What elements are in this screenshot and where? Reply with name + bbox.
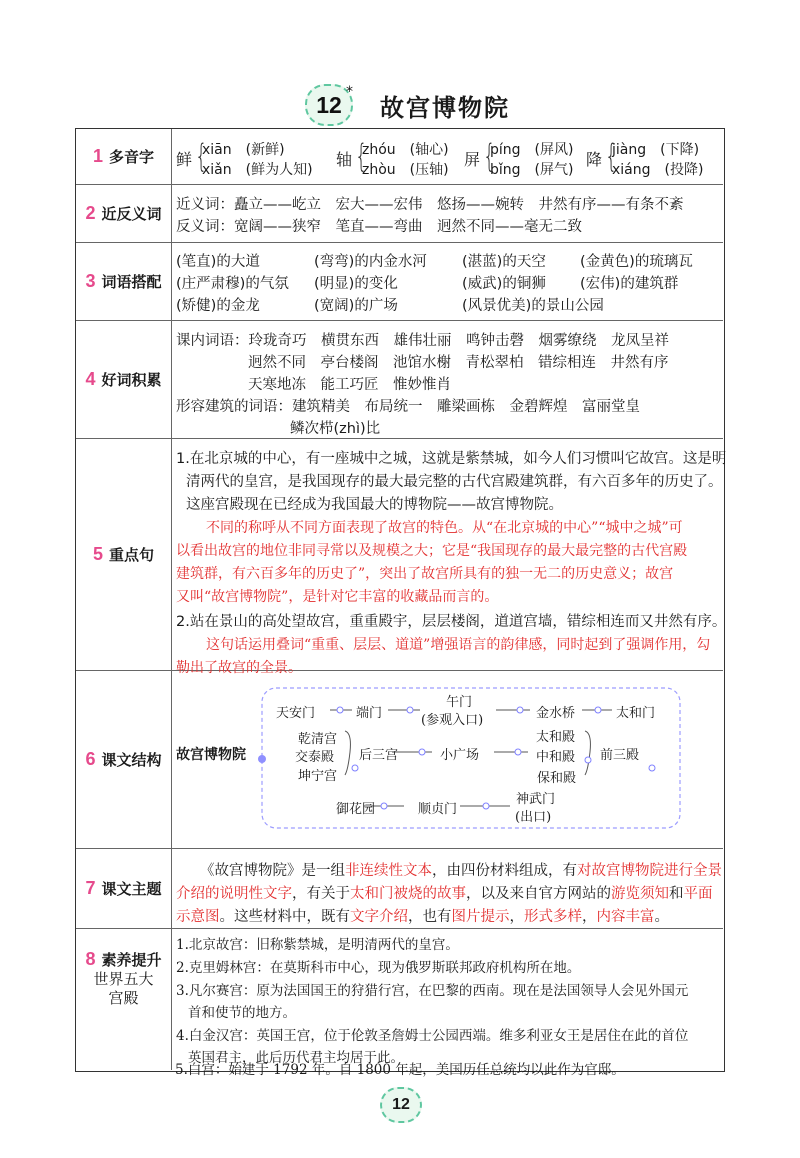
collocation: (湛蓝)的天空 [462, 254, 546, 270]
collocation: (宽阔)的广场 [314, 298, 398, 314]
palace-item: 2.克里姆林宫：在莫斯科市中心，现为俄罗斯联邦政府机构所在地。 [176, 960, 581, 976]
section-polyphones: 1 多音字 鲜 { xiān (新鲜) xiǎn (鲜为人知) 轴 { zhóu (轴心) zhòu (压轴) 屏 { píng (屏风) bǐng (屏气) 降 { jiàng (下降) xiáng (投降) [76, 129, 723, 185]
node-baohedian: 保和殿 [537, 771, 577, 786]
vocab-line: 迥然不同 亭台楼阁 池馆水榭 青松翠柏 错综相连 井然有序 [248, 355, 669, 371]
annotation: 勒出了故宫的全景。 [176, 660, 302, 676]
annotation: 不同的称呼从不同方面表现了故宫的特色。从“在北京城的中心”“城中之城”可 [206, 520, 683, 536]
node-shenwumen-note: (出口) [515, 810, 552, 825]
annotation: 又叫“故宫博物院”，是针对它丰富的收藏品而言的。 [176, 589, 499, 605]
palace-item: 1.北京故宫：旧称紫禁城，是明清两代的皇宫。 [176, 937, 459, 953]
node-taihedian: 太和殿 [536, 730, 576, 745]
vocab-line: 天寒地冻 能工巧匠 惟妙惟肖 [248, 377, 451, 393]
vocab-line: 鳞次栉(zhì)比 [290, 421, 381, 437]
key-sentence: 2.站在景山的高处望故宫，重重殿宇，层层楼阁，道道宫墙，错综相连而又井然有序。 [176, 614, 727, 630]
node-shenwumen: 神武门 [516, 792, 556, 807]
vocab-line: 课内词语：玲珑奇巧 横贯东西 雄伟壮丽 鸣钟击磬 烟雾缭绕 龙凤呈祥 [176, 333, 669, 349]
section-label: 4 好词积累 [76, 321, 172, 438]
node-shunzhenmen: 顺贞门 [418, 802, 458, 817]
node-tiananmen: 天安门 [276, 706, 316, 721]
collocation: (明显)的变化 [314, 276, 398, 292]
node-wumen: 午门 [446, 695, 473, 710]
node-xiaoguangchang: 小广场 [440, 748, 480, 763]
node-qianqinggong: 乾清宫 [298, 732, 338, 747]
node-duanmen: 端门 [356, 706, 383, 721]
palace-item: 英国君主，此后历代君主均居于此。 [188, 1050, 404, 1066]
theme-line: 示意图。这些材料中，既有文字介绍，也有图片提示，形式多样，内容丰富。 [176, 909, 669, 925]
node-qiansandian: 前三殿 [600, 748, 640, 763]
diagram-root: 故宫博物院 [176, 747, 246, 763]
collocation: (笔直)的大道 [176, 254, 260, 270]
annotation: 以看出故宫的地位非同寻常以及规模之大；它是“我国现存的最大最完整的古代宫殿 [176, 543, 688, 559]
section-label: 6 课文结构 [76, 671, 172, 848]
key-sentence: 清两代的皇宫，是我国现存的最大最完整的古代宫殿建筑群，有六百多年的历史了。 [186, 474, 723, 490]
key-sentence: 1.在北京城的中心，有一座城中之城，这就是紫禁城，如今人们习惯叫它故宫。这是明 [176, 451, 727, 467]
node-kunninggong: 坤宁宫 [298, 769, 338, 784]
annotation: 这句话运用叠词“重重、层层、道道”增强语言的韵律感，同时起到了强调作用，勾 [206, 637, 711, 653]
lesson-number: 12 [316, 91, 342, 118]
node-jinshuiqiao: 金水桥 [536, 706, 576, 721]
collocation: (庄严肃穆)的气氛 [176, 276, 289, 292]
node-taihemen: 太和门 [616, 706, 656, 721]
collocation: (风景优美)的景山公园 [462, 298, 604, 314]
theme-line: 介绍的说明性文字，有关于太和门被烧的故事，以及来自官方网站的游览须知和平面 [176, 886, 713, 902]
palace-item: 4.白金汉宫：英国王宫，位于伦敦圣詹姆士公园西端。维多利亚女王是居住在此的首位 [176, 1028, 689, 1044]
node-housangong: 后三宫 [359, 748, 399, 763]
collocation: (威武)的铜狮 [462, 276, 546, 292]
annotation: 建筑群，有六百多年的历史了”，突出了故宫所具有的独一无二的历史意义；故宫 [176, 566, 674, 582]
palace-item: 5.白宫：始建于 1792 年。自 1800 年起，美国历任总统均以此作为官邸。 [175, 1062, 625, 1078]
palace-item: 首和使节的地方。 [188, 1005, 296, 1021]
palace-item: 3.凡尔赛宫：原为法国国王的狩猎行宫，在巴黎的西南。现在是法国领导人会见外国元 [176, 983, 689, 999]
vocab-line: 形容建筑的词语：建筑精美 布局统一 雕梁画栋 金碧辉煌 富丽堂皇 [176, 399, 640, 415]
antonyms-line: 反义词：宽阔——狭窄 笔直——弯曲 迥然不同——毫无二致 [176, 219, 582, 235]
node-wumen-note: (参观入口) [421, 713, 484, 728]
page-title: 故宫博物院 [380, 94, 510, 122]
key-sentence: 这座宫殿现在已经成为我国最大的博物院——故宫博物院。 [186, 497, 563, 513]
collocation: (矫健)的金龙 [176, 298, 260, 314]
section-label: 3 词语搭配 [76, 243, 172, 320]
node-jiaotaidian: 交泰殿 [295, 750, 335, 765]
section-label: 8 素养提升 世界五大 宫殿 [76, 929, 172, 1070]
node-zhonghedian: 中和殿 [536, 750, 576, 765]
collocation: (弯弯)的内金水河 [314, 254, 427, 270]
collocation: (宏伟)的建筑群 [580, 276, 679, 292]
lesson-star: * [346, 84, 353, 100]
section-label: 2 近反义词 [76, 185, 172, 242]
section-label: 7 课文主题 [76, 849, 172, 928]
section-label: 5 重点句 [76, 439, 172, 670]
node-yuhuayuan: 御花园 [336, 802, 376, 817]
section-label: 1 多音字 [76, 129, 172, 184]
synonyms-line: 近义词：矗立——屹立 宏大——宏伟 悠扬——婉转 井然有序——有条不紊 [176, 197, 684, 213]
theme-line: 《故宫博物院》是一组非连续性文本，由四份材料组成，有对故宫博物院进行全景 [200, 863, 722, 879]
collocation: (金黄色)的琉璃瓦 [580, 254, 693, 270]
page-number: 12 [380, 1087, 422, 1123]
